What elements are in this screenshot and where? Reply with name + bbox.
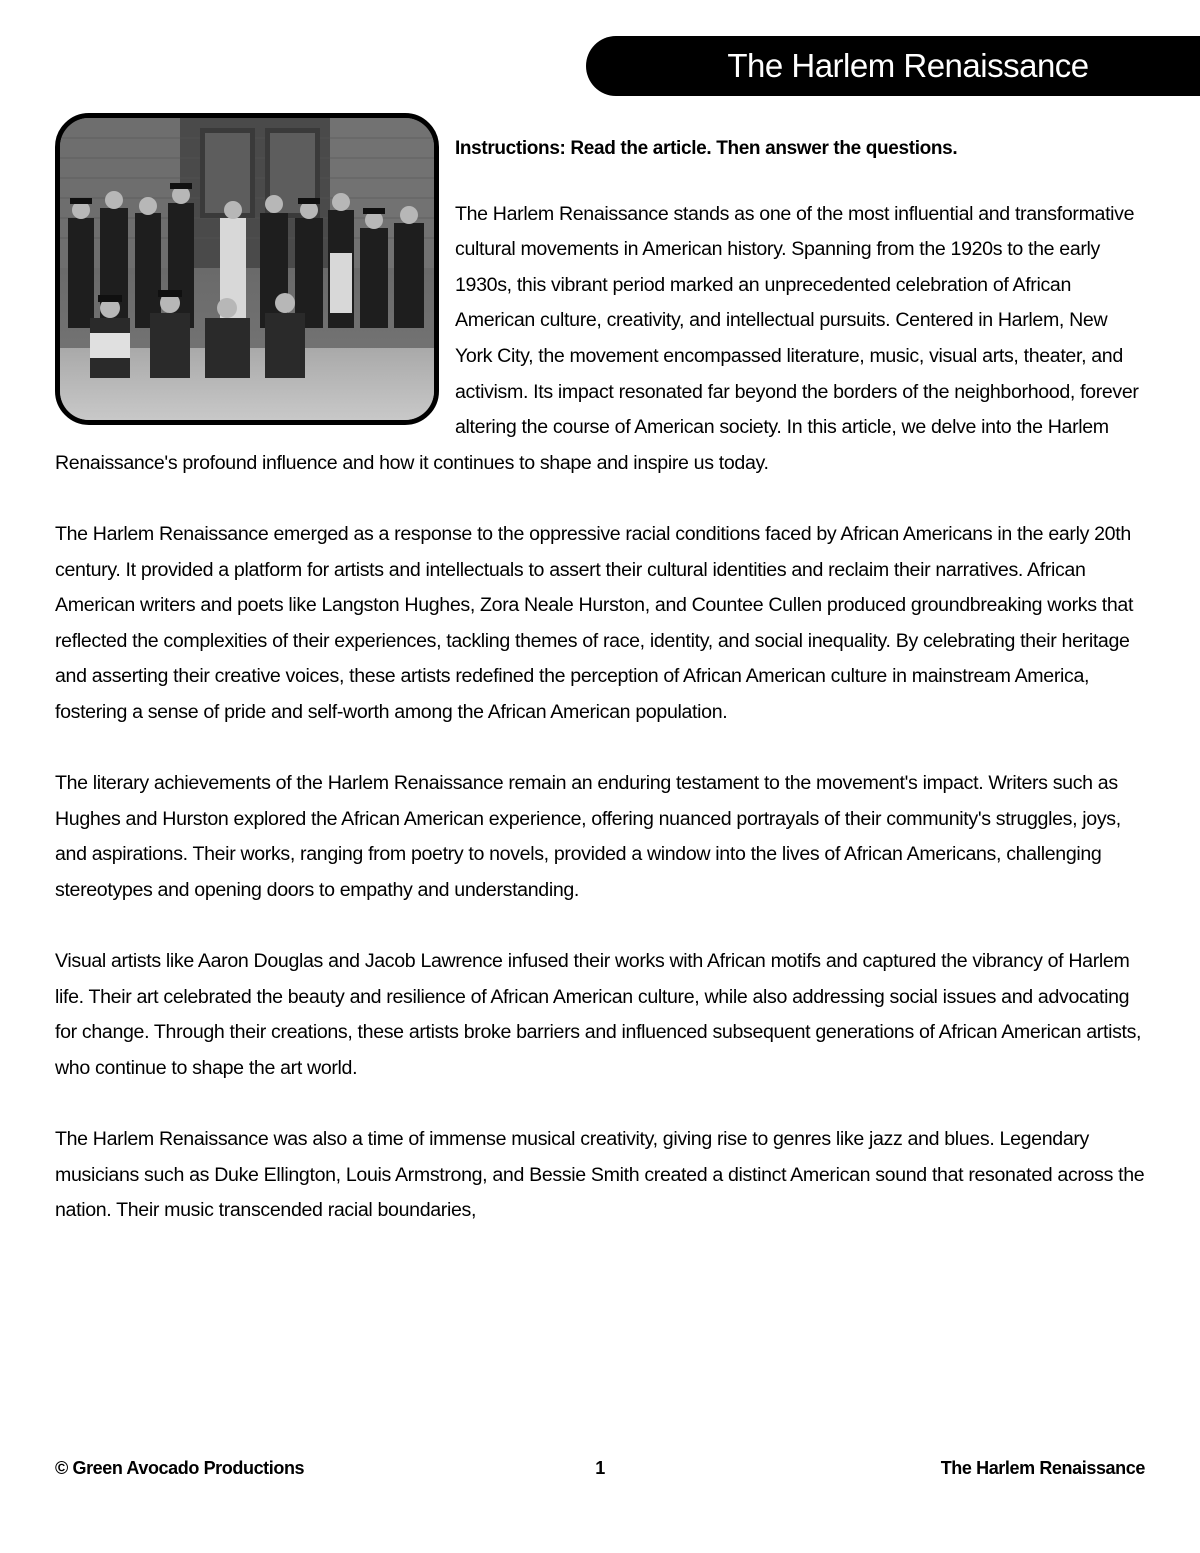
historical-group-photo	[55, 113, 439, 425]
article	[55, 131, 1145, 1264]
footer	[55, 1458, 1145, 1484]
footer-page-number: 1	[595, 1458, 605, 1478]
paragraph-intro: The Harlem Renaissance stands as one of the most influential and transformative cultural movements in American history. Spanning from the 1920s to the early 1930s, this vibrant period marked an unprecedented celebration of African American culture, creativity, and intellectual pursuits. Centered in Harlem, New York City, the movement encompassed literature, music, visual arts, theater, and activism. Its impact resonated far beyond the borders of the neighborhood, forever altering the course of American society. In this article, we delve into the Harlem Renaissance's profound influence and how it continues to shape and inspire us today.	[55, 202, 1139, 474]
page-title: The Harlem Renaissance	[727, 47, 1089, 84]
instructions: Instructions: Read the article. Then answer the questions.	[455, 138, 958, 159]
paragraph-emergence: The Harlem Renaissance emerged as a response to the oppressive racial conditions faced by African Americans in the early 20th century. It provided a platform for artists and intellectuals to assert their cultural identities and reclaim their narratives. African American writers and poets like Langston Hughes, Zora Neale Hurston, and Countee Cullen produced groundbreaking works that reflected the complexities of their experiences, tackling themes of race, identity, and social inequality. By celebrating their heritage and asserting their creative voices, these artists redefined the perception of African American culture in mainstream America, fostering a sense of pride and self-worth among the African American population.	[55, 522, 1134, 723]
paragraph-literary: The literary achievements of the Harlem Renaissance remain an enduring testament to the movement's impact. Writers such as Hughes and Hurston explored the African American experience, offering nuanced portrayals of their community's struggles, joys, and aspirations. Their works, ranging from poetry to novels, provided a window into the lives of African Americans, challenging stereotypes and opening doors to empathy and understanding.	[55, 772, 1121, 901]
paragraph-music: The Harlem Renaissance was also a time of immense musical creativity, giving rise to genres like jazz and blues. Legendary musicians such as Duke Ellington, Louis Armstrong, and Bessie Smith created a distinct American sound that resonated across the nation. Their music transcended racial boundaries,	[55, 1128, 1145, 1222]
footer-doc-title: The Harlem Renaissance	[940, 1458, 1145, 1478]
photo-icon	[60, 118, 434, 420]
paragraph-visual-arts: Visual artists like Aaron Douglas and Jacob Lawrence infused their works with African motifs and captured the vibrancy of Harlem life. Their art celebrated the beauty and resilience of African American culture, while also addressing social issues and advocating for change. Through their creations, these artists broke barriers and influenced subsequent generations of African American artists, who continue to shape the art world.	[55, 950, 1142, 1079]
footer-copyright: © Green Avocado Productions	[55, 1458, 305, 1478]
title-banner	[586, 36, 1200, 96]
